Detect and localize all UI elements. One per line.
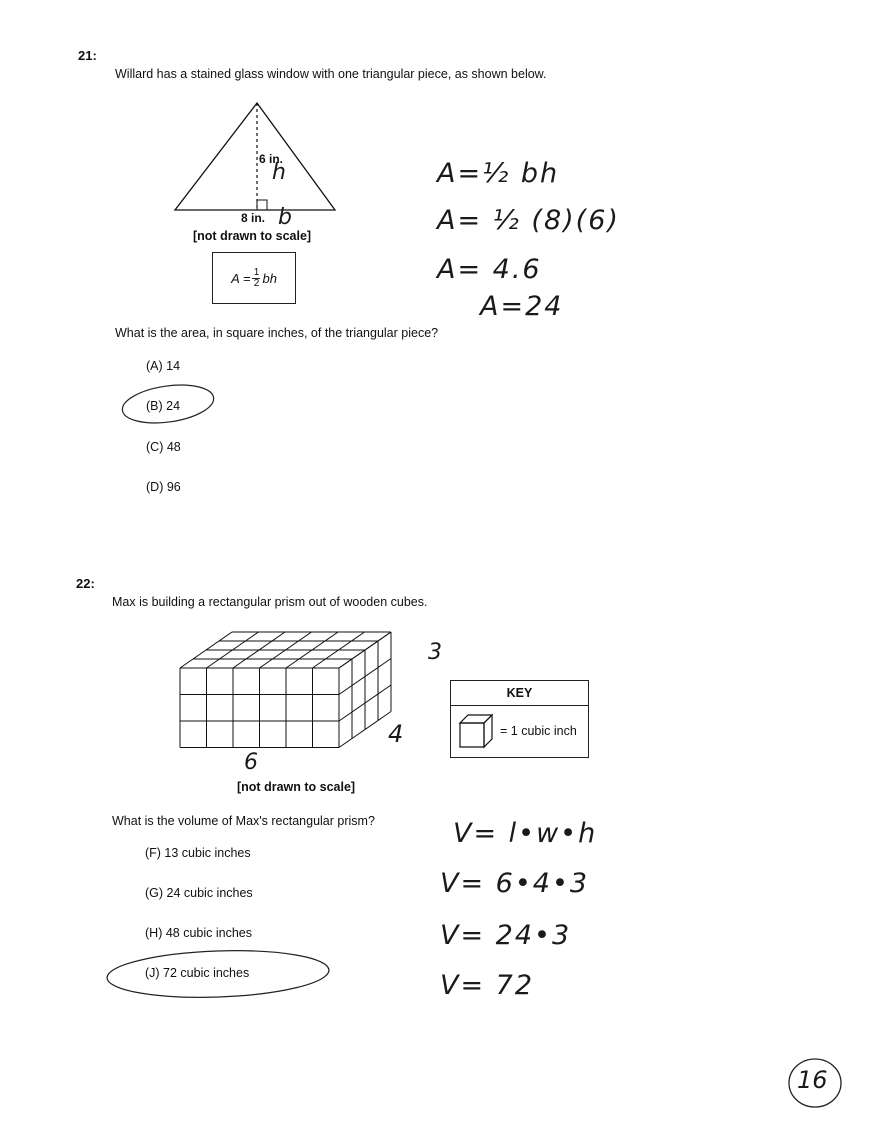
prism-height-handwritten: 3 xyxy=(428,640,444,665)
triangle-height-handwritten-mark: h xyxy=(272,160,286,185)
q21-choice-c[interactable]: (C) 48 xyxy=(146,440,181,454)
q21-work-line-1: A=½ bh xyxy=(437,158,560,189)
question-21-text: What is the area, in square inches, of the triangular piece? xyxy=(115,326,439,340)
q21-choice-d[interactable]: (D) 96 xyxy=(146,480,181,494)
q22-work-line-3: V= 24•3 xyxy=(440,920,572,951)
formula-numerator: 1 xyxy=(253,266,260,278)
q21-choice-a[interactable]: (A) 14 xyxy=(146,359,181,373)
q22-choice-j[interactable]: (J) 72 cubic inches xyxy=(145,966,250,980)
question-22-text: What is the volume of Max's rectangular prism? xyxy=(112,814,375,828)
q22-work-line-1: V= l•w•h xyxy=(453,818,598,849)
triangle-height-label: 6 in. xyxy=(259,152,284,166)
key-title: KEY xyxy=(451,681,588,706)
page-number: 16 xyxy=(797,1066,828,1094)
prism-length-handwritten: 6 xyxy=(244,750,260,775)
q21-work-line-4: A=24 xyxy=(480,291,564,322)
q22-choice-g[interactable]: (G) 24 cubic inches xyxy=(145,886,253,900)
q22-choice-f[interactable]: (F) 13 cubic inches xyxy=(145,846,251,860)
question-21-number: 21: xyxy=(78,48,97,63)
question-22-prompt: Max is building a rectangular prism out of wooden cubes. xyxy=(112,595,428,609)
prism-key xyxy=(450,680,589,758)
formula-left: A = xyxy=(231,270,251,286)
key-text: = 1 cubic inch xyxy=(500,724,577,738)
triangle-caption: [not drawn to scale] xyxy=(193,229,312,243)
q22-work-line-4: V= 72 xyxy=(440,970,535,1001)
formula-right: bh xyxy=(262,270,277,286)
triangle-base-label: 8 in. xyxy=(241,211,266,225)
q21-work-line-3: A= 4.6 xyxy=(437,254,542,285)
formula-denominator: 2 xyxy=(253,277,260,289)
q21-work-line-2: A= ½ (8)(6) xyxy=(437,205,620,236)
area-formula-box xyxy=(212,252,296,304)
question-21-prompt: Willard has a stained glass window with one triangular piece, as shown below. xyxy=(115,67,547,81)
triangle-base-handwritten-mark: b xyxy=(278,205,292,230)
key-cube-icon xyxy=(458,713,494,754)
prism-depth-handwritten: 4 xyxy=(388,720,406,748)
q22-choice-h[interactable]: (H) 48 cubic inches xyxy=(145,926,252,940)
formula-fraction xyxy=(252,268,260,289)
prism-caption: [not drawn to scale] xyxy=(237,780,356,794)
question-22-number: 22: xyxy=(76,576,95,591)
q21-answer-circle xyxy=(118,380,218,430)
q22-answer-circle xyxy=(102,946,334,1006)
q21-choice-b[interactable]: (B) 24 xyxy=(146,399,181,413)
q22-work-line-2: V= 6•4•3 xyxy=(440,868,590,899)
